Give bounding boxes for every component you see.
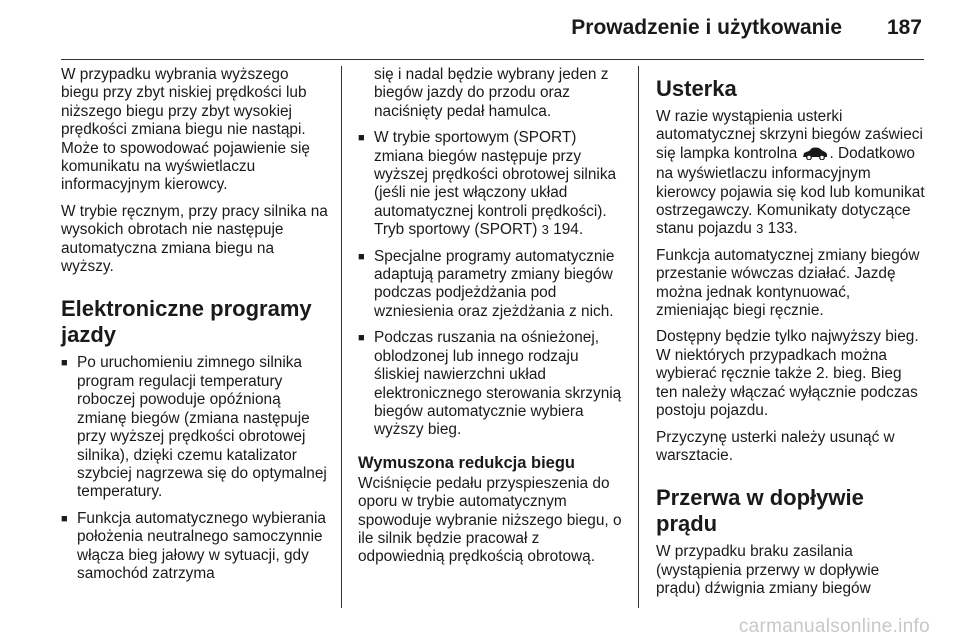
car-warning-icon xyxy=(801,146,829,165)
list-item-text: Podczas ruszania na ośnieżonej, oblodzonej lub innego rodzaju śliskiej nawierzchni układ elektronicznego sterowania skrzynią biegów automatycznie wybiera wyższy bieg. xyxy=(374,329,622,439)
section-heading: Przerwa w dopływie prądu xyxy=(656,485,864,537)
list-item-text: Funkcja automatycznego wybierania położenia neutralnego samoczynnie włącza bieg jałowy w sytuacji, gdy samochód zatrzyma xyxy=(77,509,326,582)
list-item xyxy=(358,248,628,322)
paragraph: W przypadku braku zasilania (wystąpienia przerwy w dopływie prądu) dźwignia zmiany biegów xyxy=(656,543,880,598)
paragraph: W trybie ręcznym, przy pracy silnika na wysokich obrotach nie następuje automatyczna zmiana biegu na wyższy. xyxy=(61,202,328,276)
column-2 xyxy=(358,66,628,575)
header-divider xyxy=(61,59,924,60)
bullet-list xyxy=(61,354,329,583)
page-ref-icon: 3 xyxy=(756,221,764,237)
list-item-text: się i nadal będzie wybrany jeden z biegów jazdy do przodu oraz naciśnięty pedał hamulca. xyxy=(374,66,609,120)
bullet-icon: ■ xyxy=(358,332,365,345)
bullet-icon: ■ xyxy=(358,132,365,145)
page-ref[interactable]: 133. xyxy=(767,220,798,238)
bullet-icon: ■ xyxy=(61,357,68,370)
paragraph: Przyczynę usterki należy usunąć w warsztacie. xyxy=(656,428,895,464)
section-heading: Elektroniczne programy jazdy xyxy=(61,296,312,348)
list-item-continuation xyxy=(358,66,628,121)
list-item xyxy=(358,129,628,239)
bullet-icon: ■ xyxy=(358,250,365,263)
watermark: carmanualsonline.info xyxy=(738,616,930,637)
bullet-icon: ■ xyxy=(61,512,68,525)
paragraph-text: . Dodatkowo na wyświetlaczu informacyjnym kierowcy pojawia się kod lub komunikat ostrzegawczy. Komunikaty dotyczące stanu pojazdu xyxy=(656,144,925,238)
page-header xyxy=(0,0,960,60)
list-item xyxy=(358,329,628,439)
paragraph: Dostępny będzie tylko najwyższy bieg. W niektórych przypadkach można wybierać ręcznie także 2. bieg. Bieg ten należy włączać wyłącznie podczas postoju pojazdu. xyxy=(656,328,919,420)
section-heading: Usterka xyxy=(656,76,737,101)
list-item-text: Specjalne programy automatycznie adaptują parametry zmiany biegów podczas podjeżdżania pod wzniesienia oraz zjeżdżania z nich. xyxy=(374,247,615,320)
paragraph: Funkcja automatycznej zmiany biegów przestanie wówczas działać. Jazdę można jednak kontynuować, zmieniając biegi ręcznie. xyxy=(656,246,920,320)
paragraph-text: W razie wystąpienia usterki automatycznej skrzyni biegów zaświeci się lampka kontrolna xyxy=(656,108,923,162)
list-item-text: Po uruchomieniu zimnego silnika program regulacji temperatury roboczej powoduje opóźnioną zmianę biegów (zmiana następuje przy wyższej prędkości obrotowej silnika), dzięki czemu katalizator szybciej nagrzewa się do optymalnej temperatury. xyxy=(77,354,327,501)
page-ref[interactable]: 194. xyxy=(553,221,584,239)
paragraph: Wciśnięcie pedału przyspieszenia do oporu w trybie automatycznym spowoduje wybranie niższego biegu, o ile silnik będzie pracował z odpowiednią prędkością obrotową. xyxy=(358,474,622,566)
page-ref-icon: 3 xyxy=(541,222,549,238)
subsection-heading: Wymuszona redukcja biegu xyxy=(358,453,575,472)
list-item xyxy=(61,354,329,501)
paragraph xyxy=(656,108,926,239)
list-item xyxy=(61,510,329,584)
column-3 xyxy=(656,66,926,607)
paragraph: W przypadku wybrania wyższego biegu przy zbyt niskiej prędkości lub niższego biegu przy zbyt wysokiej prędkości zmiana biegu nie nastąpi. Może to spowodować pojawienie się komunikatu na wyświetlaczu informacyjnym kierowcy. xyxy=(61,66,310,194)
column-divider xyxy=(341,66,342,608)
page-number: 187 xyxy=(886,16,922,39)
column-1 xyxy=(61,66,329,591)
bullet-list xyxy=(358,66,628,440)
list-item-text: W trybie sportowym (SPORT) zmiana biegów następuje przy wyższej prędkości obrotowej silnika (jeśli nie jest włączony układ automatycznej kontroli prędkości). Tryb sportowy (SPORT) xyxy=(374,129,617,239)
running-head-title: Prowadzenie i użytkowanie xyxy=(571,16,842,39)
column-divider xyxy=(638,66,639,608)
